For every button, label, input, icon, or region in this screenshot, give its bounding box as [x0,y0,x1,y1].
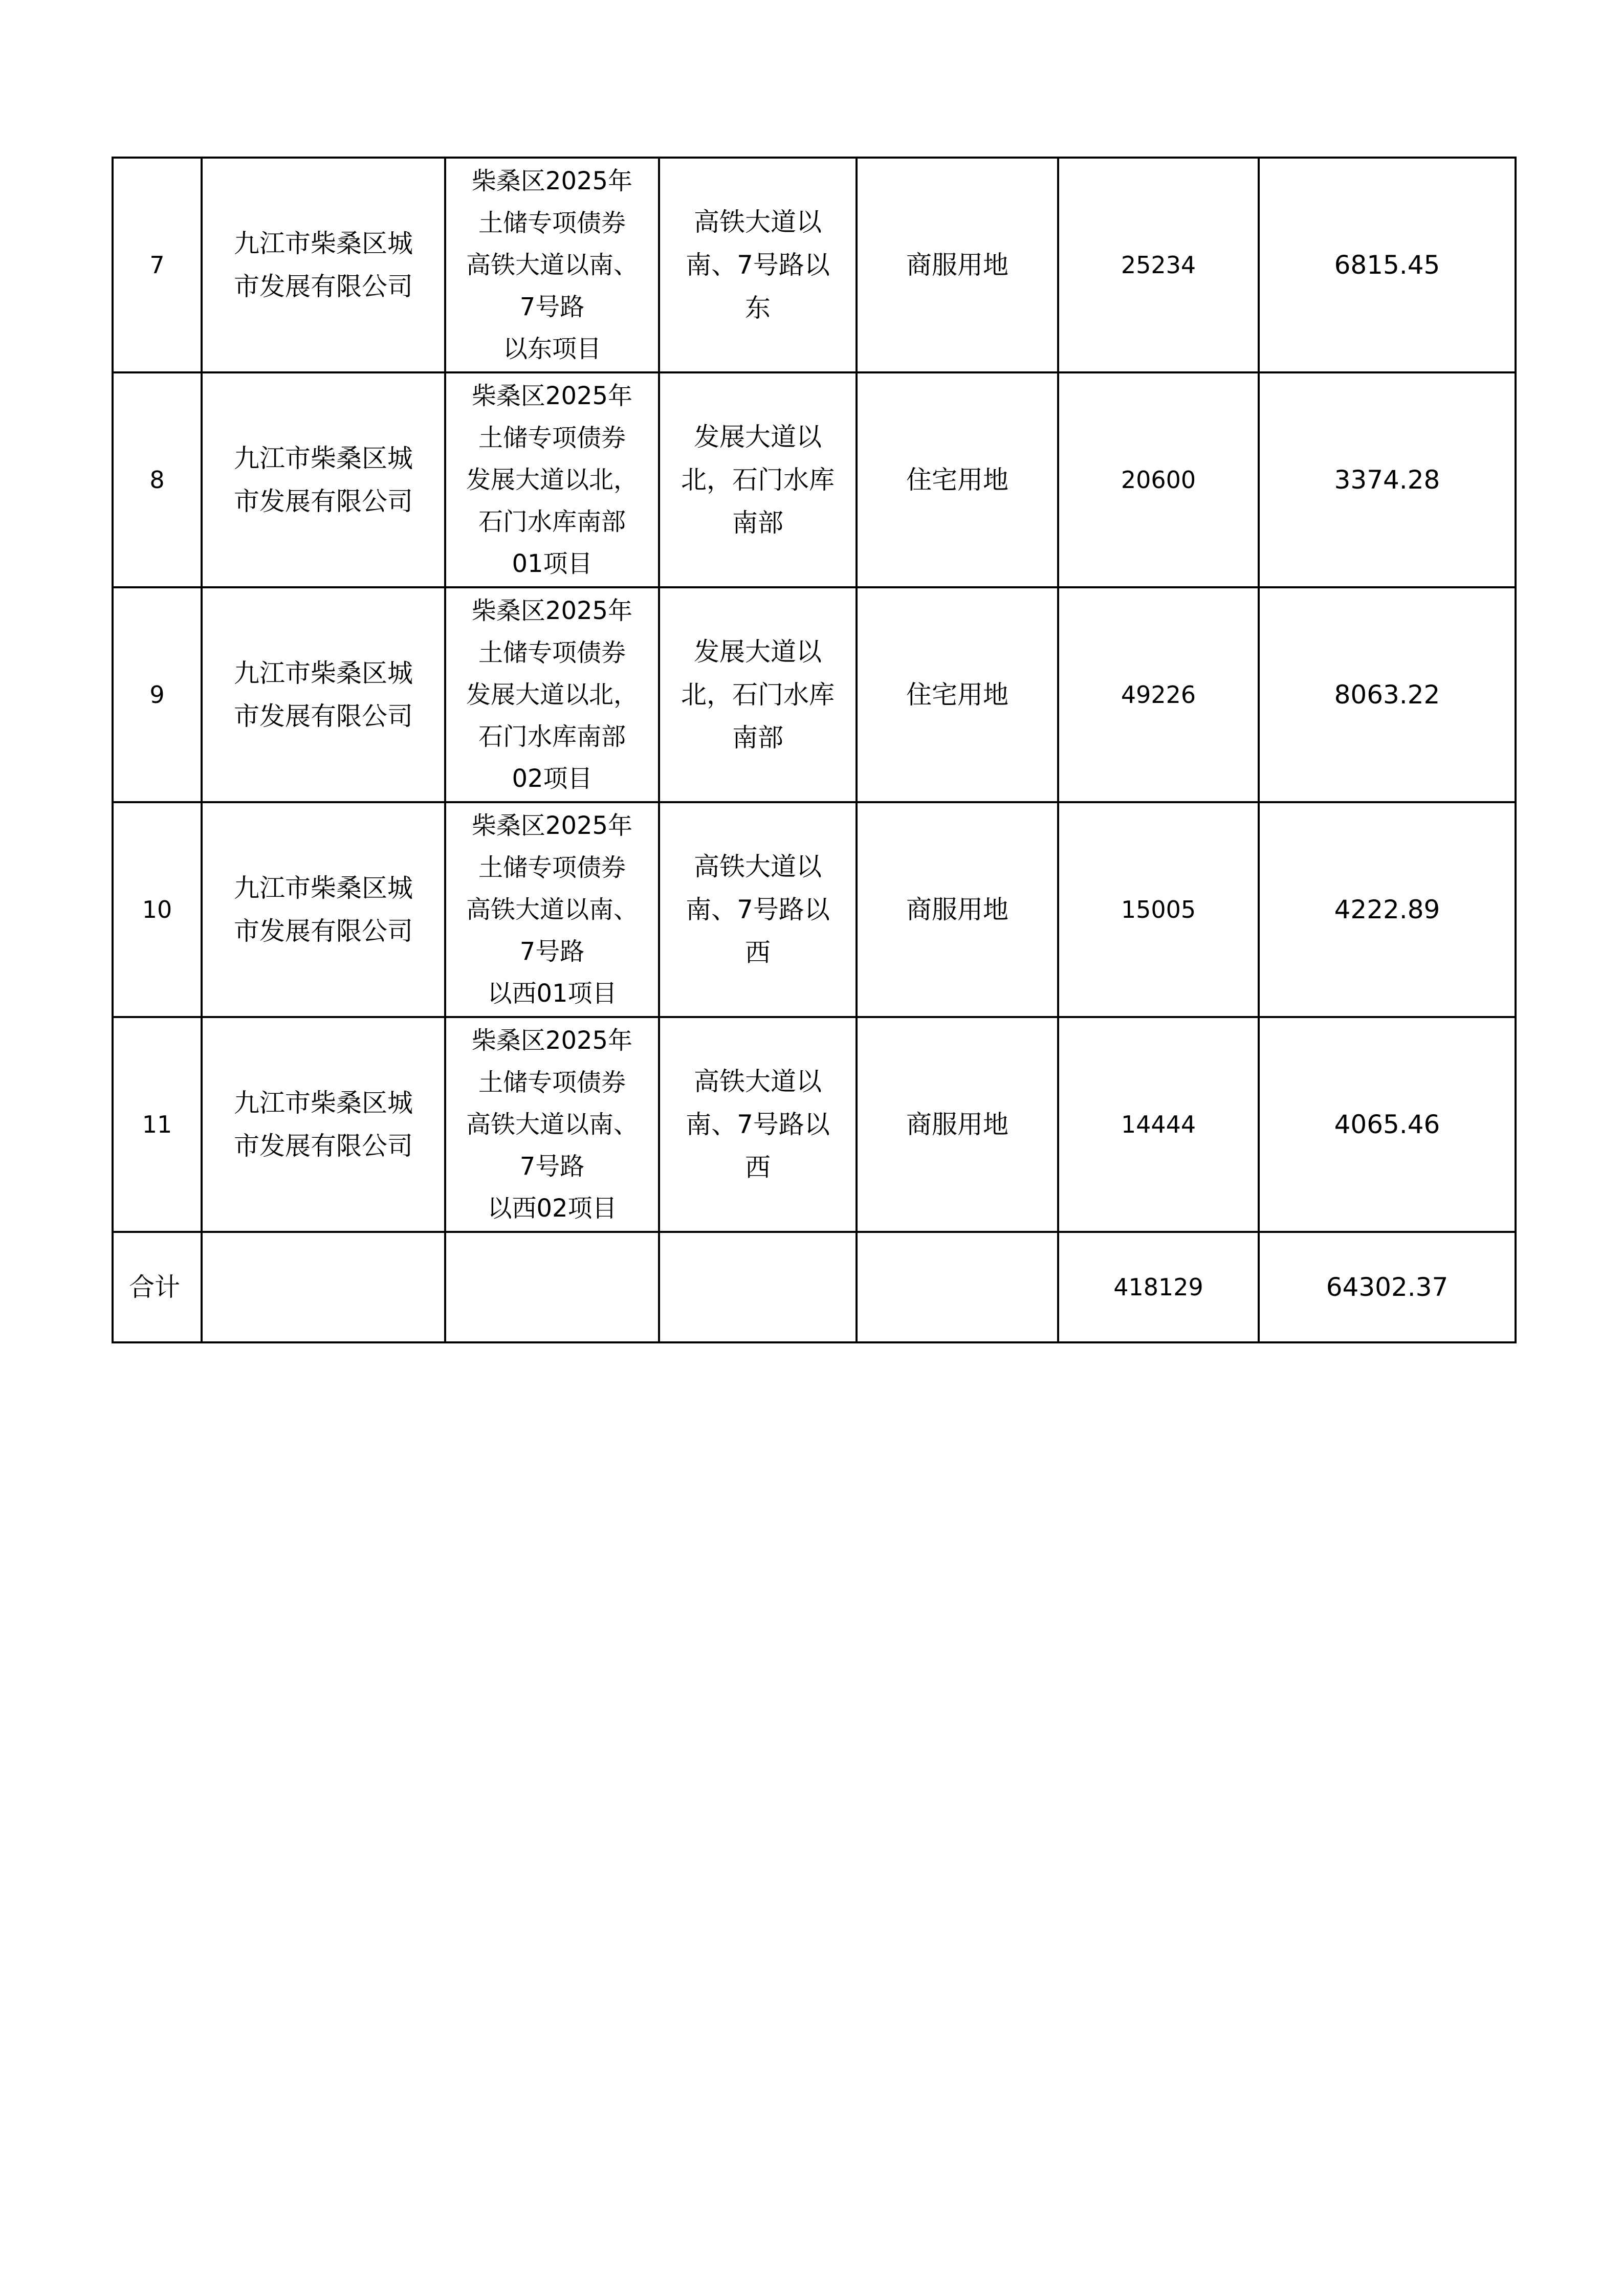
project-line: 柴桑区2025年 [471,597,633,625]
location-line: 西 [745,938,771,967]
row-number-cell: 10 [113,802,202,1017]
area-cell: 20600 [1058,372,1259,587]
land-use-cell: 商服用地 [857,1017,1058,1232]
project-line: 土储专项债券 [478,853,626,882]
empty-cell [445,1232,659,1342]
company-line: 九江市柴桑区城 [234,873,413,903]
company-line: 市发展有限公司 [234,701,413,731]
amount-cell: 8063.22 [1259,587,1516,802]
company-line: 市发展有限公司 [234,916,413,946]
project-line: 7号路 [519,293,585,321]
project-line: 7号路 [519,1152,585,1181]
empty-cell [857,1232,1058,1342]
project-cell [445,587,659,802]
project-line: 柴桑区2025年 [471,382,633,410]
project-line: 发展大道以北， [466,466,638,494]
table-row [113,372,1516,587]
project-cell [445,1017,659,1232]
total-label: 合计 [113,1232,202,1342]
location-line: 南部 [732,723,783,753]
project-line: 土储专项债券 [478,209,626,237]
location-line: 南、7号路以 [686,1110,830,1139]
company-line: 九江市柴桑区城 [234,658,413,688]
company-cell [202,802,445,1017]
project-line: 高铁大道以南、 [466,251,638,279]
project-line: 柴桑区2025年 [471,811,633,840]
project-cell [445,158,659,372]
row-number-cell: 11 [113,1017,202,1232]
project-line: 高铁大道以南、 [466,1110,638,1139]
location-cell [659,802,857,1017]
land-use-cell: 商服用地 [857,802,1058,1017]
row-number-cell: 8 [113,372,202,587]
total-area-cell: 418129 [1058,1232,1259,1342]
total-amount-cell: 64302.37 [1259,1232,1516,1342]
location-line: 东 [745,293,771,323]
project-line: 土储专项债券 [478,1068,626,1097]
land-use-cell: 商服用地 [857,158,1058,372]
project-line: 01项目 [512,549,593,578]
project-line: 7号路 [519,937,585,966]
location-line: 北，石门水库 [681,465,835,495]
company-line: 市发展有限公司 [234,1131,413,1161]
project-line: 02项目 [512,764,593,793]
location-cell [659,372,857,587]
location-cell [659,158,857,372]
project-line: 以东项目 [502,335,601,363]
project-line: 土储专项债券 [478,424,626,452]
location-line: 西 [745,1153,771,1182]
amount-cell: 4222.89 [1259,802,1516,1017]
location-line: 南、7号路以 [686,895,830,924]
company-line: 九江市柴桑区城 [234,229,413,258]
company-line: 九江市柴桑区城 [234,444,413,473]
land-use-cell: 住宅用地 [857,372,1058,587]
row-number-cell: 7 [113,158,202,372]
location-line: 南部 [732,508,783,538]
location-line: 北，石门水库 [681,680,835,710]
location-cell [659,587,857,802]
project-cell [445,372,659,587]
project-line: 发展大道以北， [466,680,638,709]
project-line: 石门水库南部 [478,507,626,536]
table-row [113,1017,1516,1232]
location-line: 发展大道以 [694,422,822,452]
project-line: 土储专项债券 [478,638,626,667]
area-cell: 14444 [1058,1017,1259,1232]
project-line: 高铁大道以南、 [466,895,638,924]
area-cell: 49226 [1058,587,1259,802]
project-line: 柴桑区2025年 [471,1026,633,1055]
empty-cell [659,1232,857,1342]
land-reserve-table [112,157,1517,1343]
location-line: 高铁大道以 [694,207,822,237]
row-number-cell: 9 [113,587,202,802]
company-line: 市发展有限公司 [234,272,413,301]
location-cell [659,1017,857,1232]
project-line: 柴桑区2025年 [471,167,633,195]
location-line: 高铁大道以 [694,1067,822,1096]
location-line: 南、7号路以 [686,250,830,280]
company-cell [202,1017,445,1232]
empty-cell [202,1232,445,1342]
total-row [113,1232,1516,1342]
table-row [113,802,1516,1017]
location-line: 高铁大道以 [694,852,822,881]
amount-cell: 4065.46 [1259,1017,1516,1232]
project-line: 石门水库南部 [478,722,626,751]
land-use-cell: 住宅用地 [857,587,1058,802]
company-cell [202,158,445,372]
company-line: 九江市柴桑区城 [234,1088,413,1118]
area-cell: 25234 [1058,158,1259,372]
company-cell [202,587,445,802]
location-line: 发展大道以 [694,637,822,667]
table-row [113,587,1516,802]
amount-cell: 3374.28 [1259,372,1516,587]
amount-cell: 6815.45 [1259,158,1516,372]
project-cell [445,802,659,1017]
company-cell [202,372,445,587]
project-line: 以西02项目 [487,1194,617,1223]
company-line: 市发展有限公司 [234,487,413,516]
table-row [113,158,1516,372]
area-cell: 15005 [1058,802,1259,1017]
project-line: 以西01项目 [487,979,617,1008]
